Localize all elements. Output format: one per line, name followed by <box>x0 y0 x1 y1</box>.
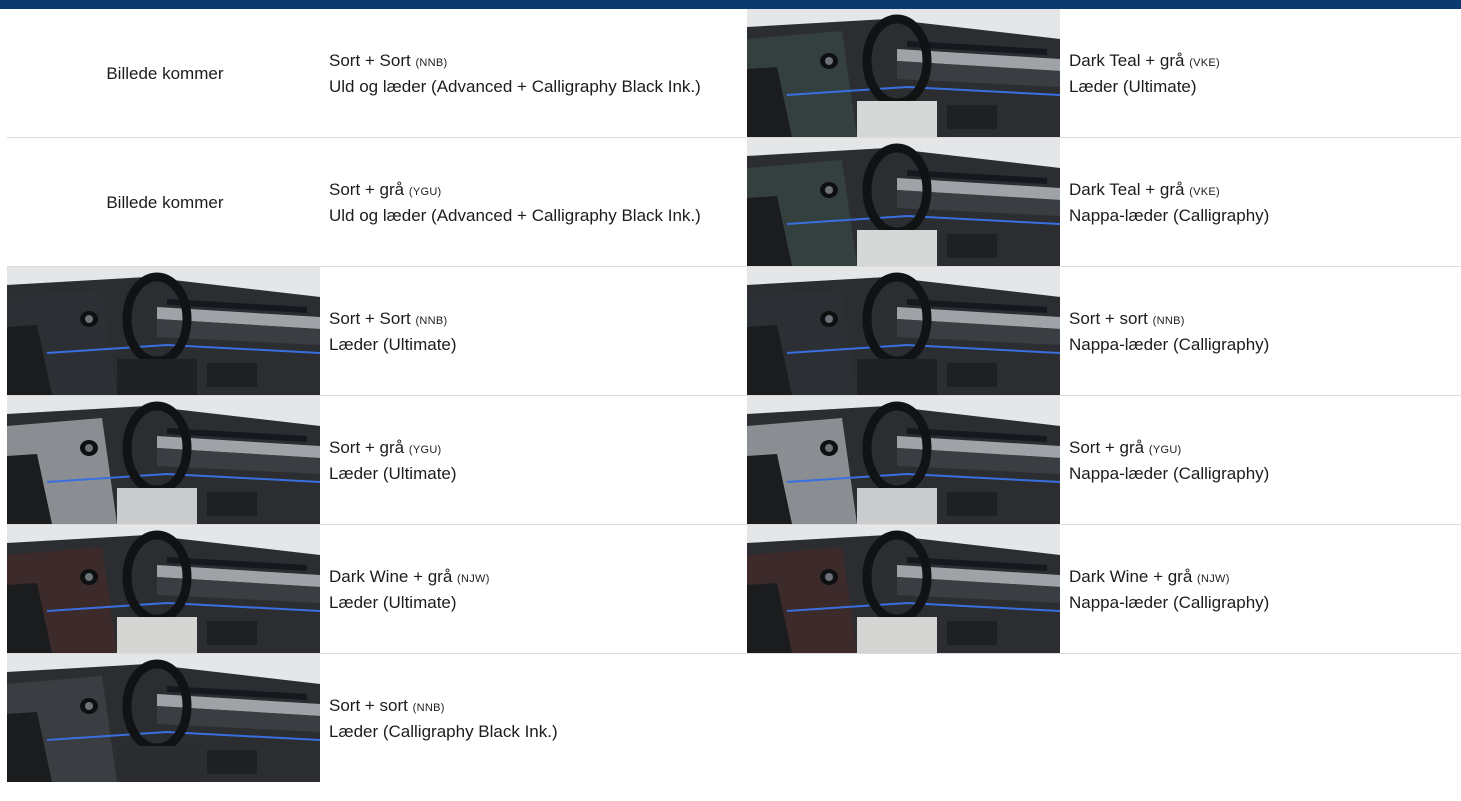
option-cell-left <box>7 396 739 524</box>
option-row <box>7 525 1461 654</box>
option-cell-right <box>747 138 1461 266</box>
color-line <box>1069 565 1461 591</box>
color-name: Dark Teal + grå <box>1069 179 1185 199</box>
color-code: (YGU) <box>408 185 442 198</box>
color-code: (NNB) <box>415 56 448 69</box>
material-name: Uld og læder (Advanced + Calligraphy Black Ink.) <box>329 205 701 225</box>
header-bar <box>0 0 1461 9</box>
option-cell-right <box>747 396 1461 524</box>
material-name: Læder (Ultimate) <box>1069 76 1197 96</box>
color-code: (YGU) <box>408 443 442 456</box>
color-code: (VKE) <box>1189 185 1221 198</box>
color-code: (NJW) <box>1197 572 1230 585</box>
option-cell-left <box>7 138 739 266</box>
material-name: Læder (Ultimate) <box>329 592 457 612</box>
color-name: Sort + grå <box>329 437 405 457</box>
option-cell-left <box>7 9 739 137</box>
color-name: Dark Wine + grå <box>1069 566 1193 586</box>
material-name: Uld og læder (Advanced + Calligraphy Black Ink.) <box>329 76 701 96</box>
color-name: Dark Teal + grå <box>1069 50 1185 70</box>
material-name: Nappa-læder (Calligraphy) <box>1069 205 1270 225</box>
interior-photo <box>7 396 320 524</box>
image-placeholder <box>7 9 320 137</box>
color-code: (NNB) <box>415 314 448 327</box>
color-name: Dark Wine + grå <box>329 566 453 586</box>
trim-description <box>1069 9 1461 137</box>
color-code: (NNB) <box>1152 314 1185 327</box>
option-row <box>7 138 1461 267</box>
trim-description <box>1069 267 1461 395</box>
interior-photo <box>7 267 320 395</box>
trim-description <box>329 525 729 653</box>
color-name: Sort + grå <box>1069 437 1145 457</box>
trim-description <box>329 138 729 266</box>
trim-description <box>329 9 729 137</box>
color-line <box>329 565 729 591</box>
trim-description <box>329 267 729 395</box>
trim-description <box>1069 396 1461 524</box>
option-cell-right <box>747 525 1461 653</box>
color-line <box>1069 178 1461 204</box>
color-line <box>329 49 729 75</box>
option-cell-left <box>7 525 739 653</box>
placeholder-text: Billede kommer <box>106 192 224 212</box>
interior-photo <box>7 654 320 782</box>
option-row <box>7 9 1461 138</box>
interior-photo <box>7 525 320 653</box>
color-line <box>1069 49 1461 75</box>
color-code: (NNB) <box>412 701 445 714</box>
color-name: Sort + Sort <box>329 50 411 70</box>
option-cell-right <box>747 267 1461 395</box>
material-name: Nappa-læder (Calligraphy) <box>1069 334 1270 354</box>
color-line <box>329 178 729 204</box>
interior-photo <box>747 138 1060 266</box>
color-line <box>1069 436 1461 462</box>
trim-description <box>1069 525 1461 653</box>
material-name: Læder (Calligraphy Black Ink.) <box>329 721 558 741</box>
option-row <box>7 654 1461 782</box>
option-cell-left <box>7 654 739 782</box>
option-row <box>7 267 1461 396</box>
color-name: Sort + sort <box>1069 308 1148 328</box>
color-name: Sort + Sort <box>329 308 411 328</box>
trim-description <box>329 654 729 782</box>
color-line <box>329 694 729 720</box>
placeholder-text: Billede kommer <box>106 63 224 83</box>
material-name: Nappa-læder (Calligraphy) <box>1069 592 1270 612</box>
color-line <box>329 307 729 333</box>
interior-photo <box>747 267 1060 395</box>
color-name: Sort + grå <box>329 179 405 199</box>
interior-photo <box>747 396 1060 524</box>
option-row <box>7 396 1461 525</box>
option-cell-left <box>7 267 739 395</box>
interior-options-grid <box>7 9 1461 782</box>
color-line <box>329 436 729 462</box>
trim-description <box>329 396 729 524</box>
material-name: Nappa-læder (Calligraphy) <box>1069 463 1270 483</box>
material-name: Læder (Ultimate) <box>329 334 457 354</box>
color-code: (NJW) <box>457 572 490 585</box>
color-code: (YGU) <box>1148 443 1182 456</box>
interior-photo <box>747 9 1060 137</box>
color-line <box>1069 307 1461 333</box>
color-name: Sort + sort <box>329 695 408 715</box>
material-name: Læder (Ultimate) <box>329 463 457 483</box>
option-cell-right <box>747 9 1461 137</box>
color-code: (VKE) <box>1189 56 1221 69</box>
image-placeholder <box>7 138 320 266</box>
trim-description <box>1069 138 1461 266</box>
interior-photo <box>747 525 1060 653</box>
